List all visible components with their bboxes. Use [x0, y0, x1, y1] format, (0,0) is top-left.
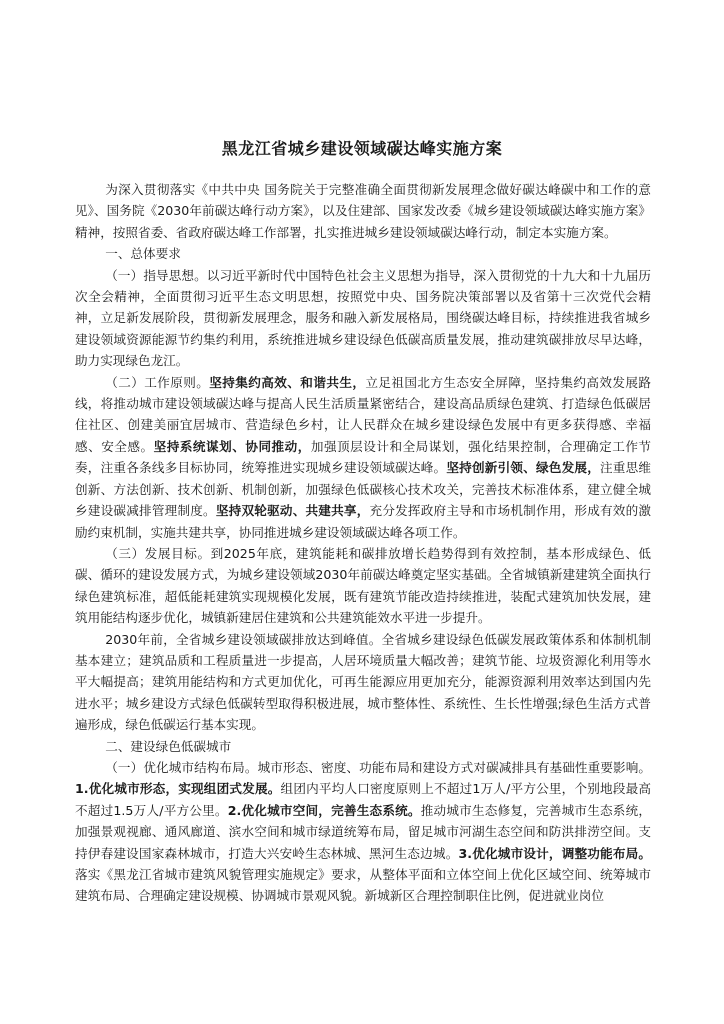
section-heading-1: 一、总体要求	[105, 246, 181, 262]
structure-2-text: 推动城市生态修复，完善城市生态系统，加强景观视廊、通风廊道、滨水空间和城市绿道统筹布局，留足城市河湖生态空间和防洪排涝空间。支持伊春建设国家森林城市，打造大兴安岭生态林城、黑河生态边城。	[75, 802, 651, 861]
structure-3-title: 3.优化城市设计，调整功能布局。	[458, 845, 651, 861]
principle-1-title: 坚持集约高效、和谐共生，	[209, 374, 366, 390]
structure-3-text: 落实《黑龙江省城市建筑风貌管理实施规定》要求，从整体平面和立体空间上优化区域空间、统筹城市建筑布局、合理确定建设规模、协调城市景观风貌。新城新区合理控制职住比例，促进就业岗位	[75, 867, 651, 904]
principle-3-title: 坚持创新引领、绿色发展，	[446, 460, 600, 476]
document-body	[75, 179, 651, 907]
principle-2-title: 坚持系统谋划、协同推动，	[153, 438, 311, 454]
structure-2-title: 2.优化城市空间，完善生态系统。	[227, 802, 421, 818]
goals-paragraph: （三）发展目标。到2025年底，建筑能耗和碳排放增长趋势得到有效控制，基本形成绿色、低碳、循环的建设发展方式，为城乡建设领域2030年前碳达峰奠定坚实基础。全省城镇新建建筑全面执行绿色建筑标准，超低能耗建筑实现规模化发展，既有建筑节能改造持续推进，装配式建筑加快发展，建筑用能结构逐步优化，城镇新建居住建筑和公共建筑能效水平进一步提升。	[75, 545, 651, 626]
section-heading-2: 二、建设绿色低碳城市	[105, 738, 232, 754]
city-structure-paragraph	[75, 757, 651, 907]
guiding-thought-paragraph: （一）指导思想。以习近平新时代中国特色社会主义思想为指导，深入贯彻党的十九大和十九届历次全会精神，全面贯彻习近平生态文明思想，按照党中央、国务院决策部署以及省第十三次党代会精神，立足新发展阶段，贯彻新发展理念，服务和融入新发展格局，围绕碳达峰目标，持续推进我省城乡建设领域资源能源节约集约利用，系统推进城乡建设绿色低碳高质量发展，推动建筑碳排放尽早达峰，助力实现绿色龙江。	[75, 267, 651, 369]
principle-1-text: 立足祖国北方生态安全屏障，坚持集约高效发展路线，将推动城市建设领域碳达峰与提高人民生活质量紧密结合，建设高品质绿色建筑、打造绿色低碳居住社区、创建美丽宜居城市、营造绿色乡村，让人民群众在城乡建设绿色发展中有更多获得感、幸福感、安全感。	[75, 374, 652, 454]
intro-paragraph: 为深入贯彻落实《中共中央 国务院关于完整准确全面贯彻新发展理念做好碳达峰碳中和工作的意见》、国务院《2030年前碳达峰行动方案》，以及住建部、国家发改委《城乡建设领域碳达峰实施方案》精神，按照省委、省政府碳达峰工作部署，扎实推进城乡建设领域碳达峰行动，制定本实施方案。	[75, 182, 651, 240]
structure-1-title: 1.优化城市形态，实现组团式发展。	[75, 781, 281, 797]
principle-4-text: 充分发挥政府主导和市场机制作用，形成有效的激励约束机制，实施共建共享，协同推进城乡建设领域碳达峰各项工作。	[75, 503, 652, 540]
principle-2-text: 加强顶层设计和全局谋划，强化结果控制，合理确定工作节奏，注重各条线多目标协同，统筹推进实现城乡建设领域碳达峰。	[75, 438, 652, 476]
structure-1-text: 组团内平均人口密度原则上不超过1万人/平方公里，个别地段最高不超过1.5万人/平方公里。	[75, 781, 651, 818]
document-title: 黑龙江省城乡建设领域碳达峰实施方案	[221, 139, 503, 158]
principle-4-title: 坚持双轮驱动、共建共享，	[215, 503, 370, 519]
principles-lead: （二）工作原则。	[105, 374, 210, 390]
structure-lead: （一）优化城市结构布局。城市形态、密度、功能布局和建设方式对碳减排具有基础性重要影响。	[105, 759, 651, 775]
principle-3-text: 注重思维创新、方法创新、技术创新、机制创新，加强绿色低碳核心技术攻关，完善技术标准体系，建立健全城乡建设碳减排管理制度。	[75, 460, 652, 519]
work-principles-paragraph	[75, 372, 651, 543]
goals-2030-paragraph: 2030年前，全省城乡建设领域碳排放达到峰值。全省城乡建设绿色低碳发展政策体系和体制机制基本建立；建筑品质和工程质量进一步提高，人居环境质量大幅改善；建筑节能、垃圾资源化利用等水平大幅提高；建筑用能结构和方式更加优化，可再生能源应用更加充分，能源资源利用效率达到国内先进水平；城乡建设方式绿色低碳转型取得积极进展，城市整体性、系统性、生长性增强;绿色生活方式普遍形成，绿色低碳运行基本实现。	[75, 631, 651, 733]
